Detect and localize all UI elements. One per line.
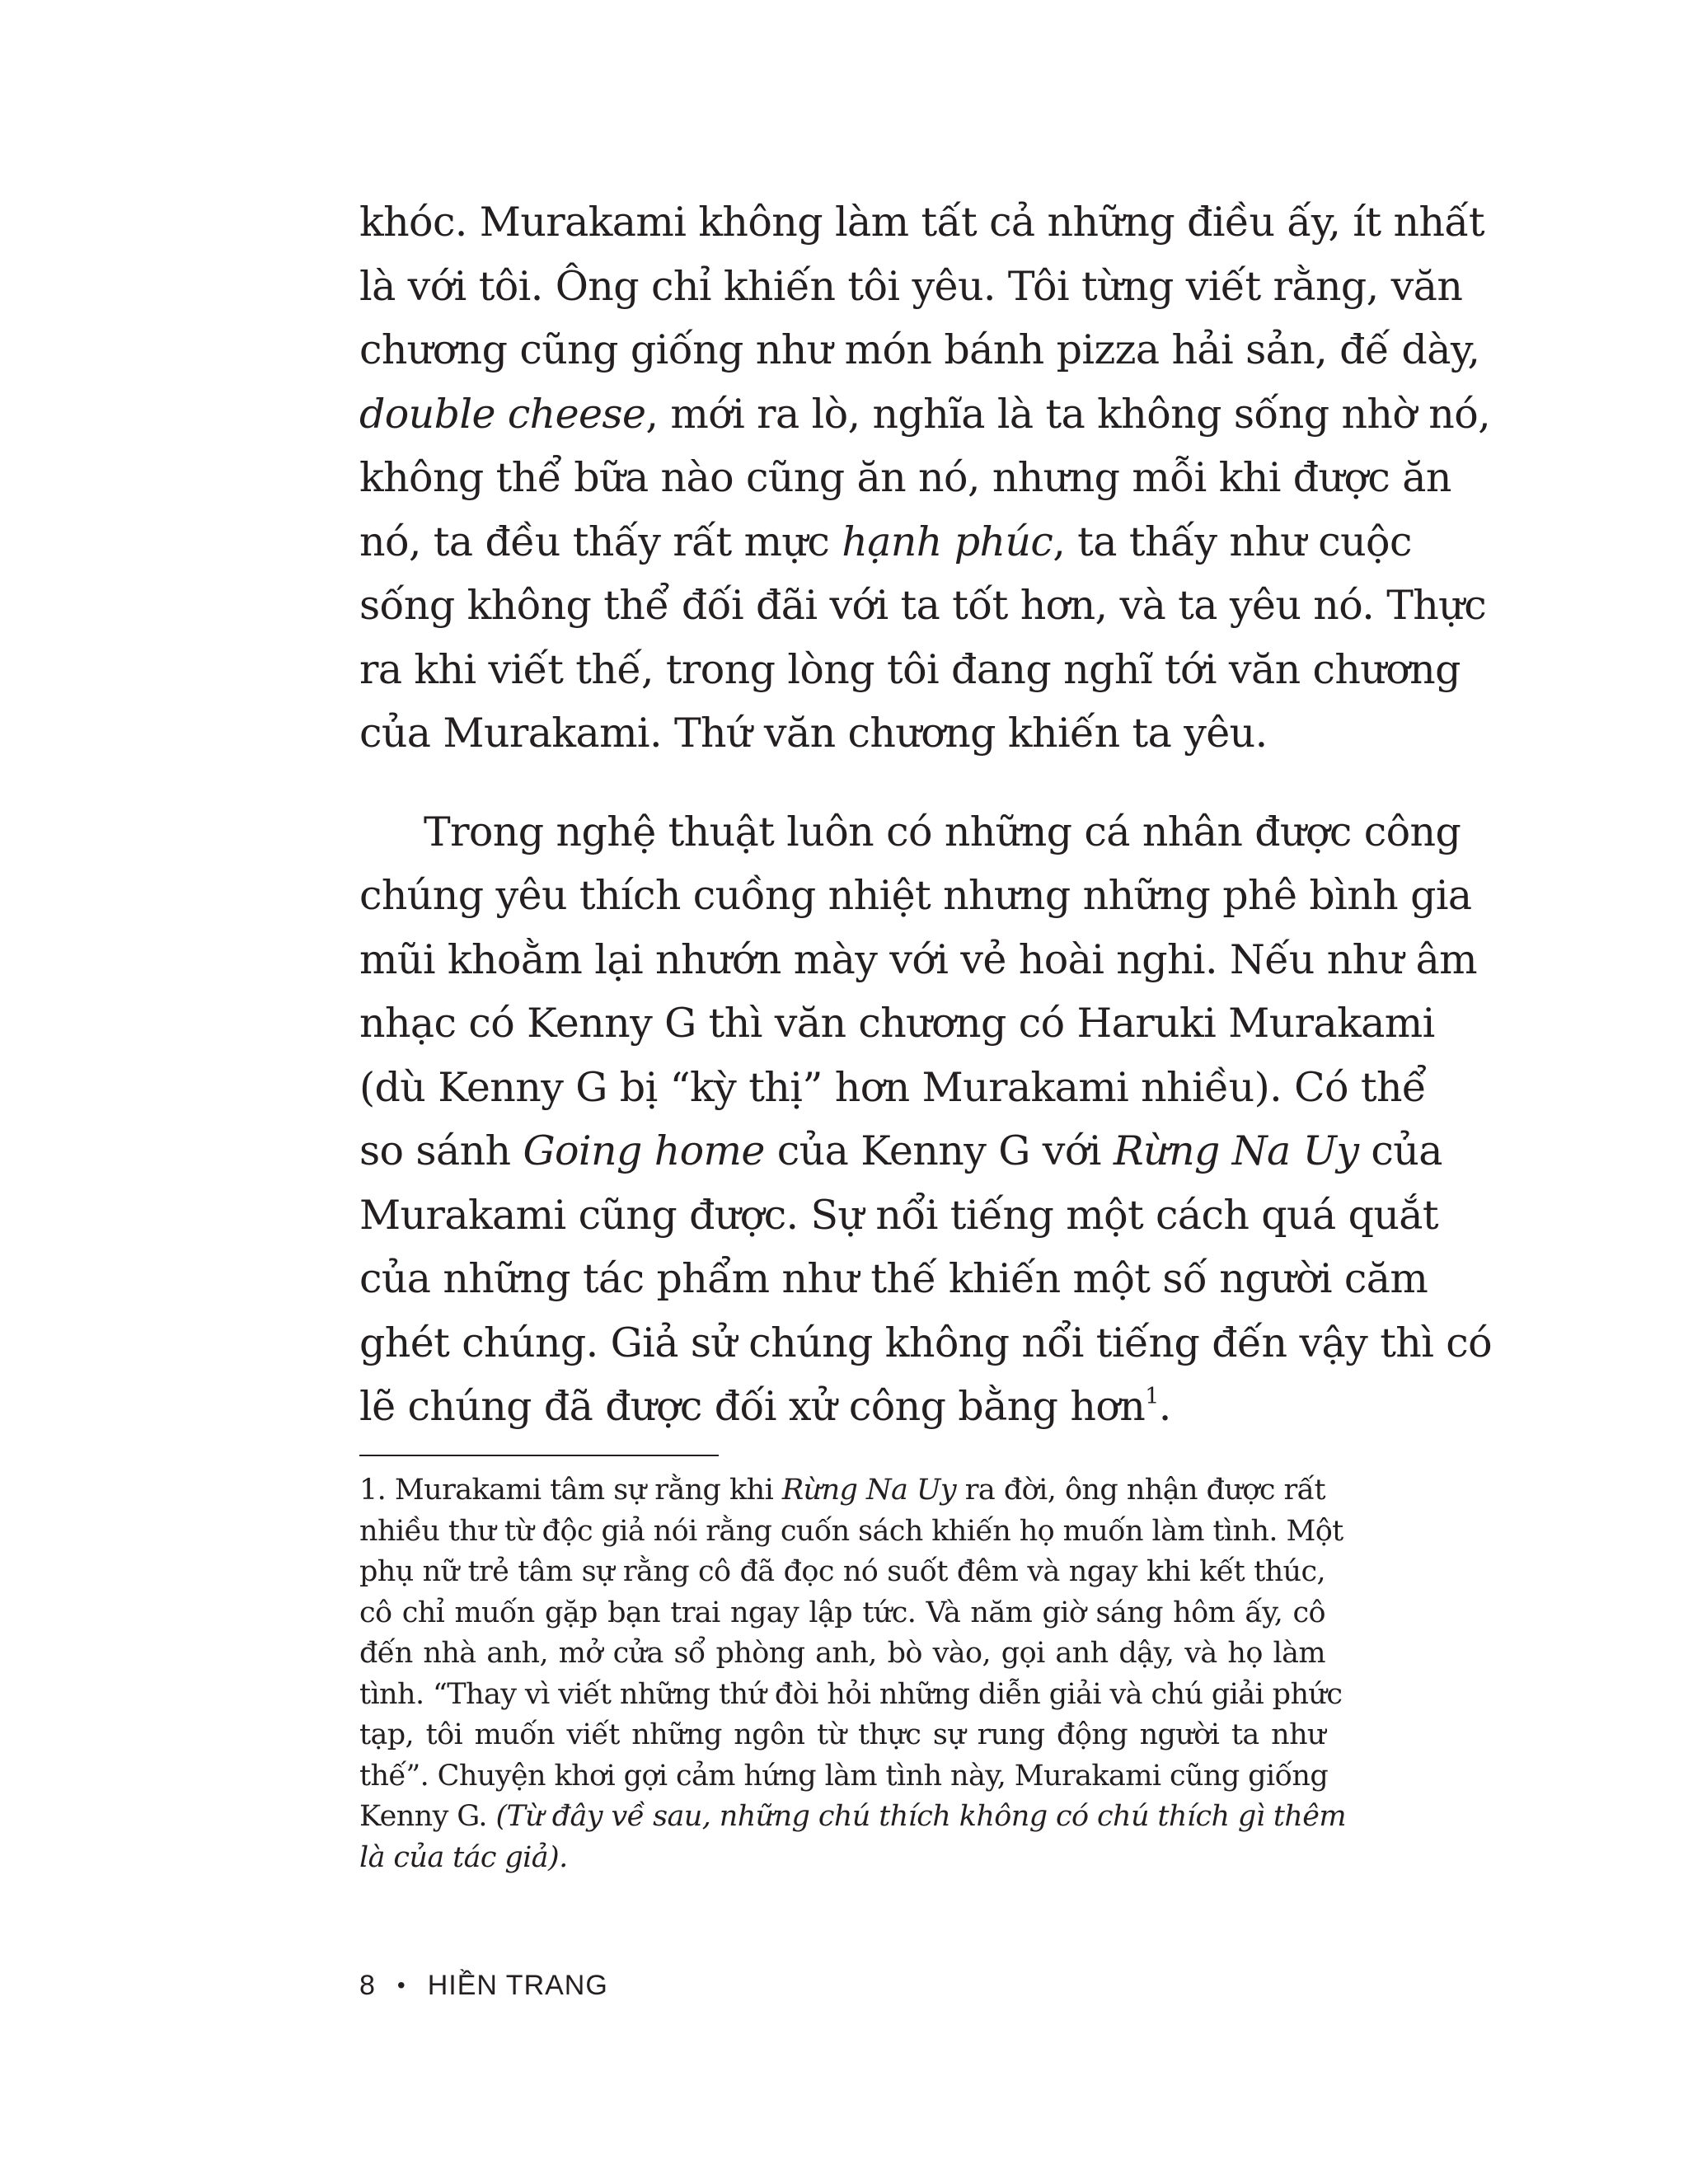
text-line: chương cũng giống như món bánh pizza hải sản, đế dày, [359, 326, 1480, 373]
footnote-line: nhiều thư từ độc giả nói rằng cuốn sách khiến họ muốn làm tình. Một [359, 1514, 1343, 1548]
text-line: chúng yêu thích cuồng nhiệt nhưng những phê bình gia [359, 872, 1472, 919]
footnote-line: phụ nữ trẻ tâm sự rằng cô đã đọc nó suốt đêm và ngay khi kết thúc, [359, 1555, 1325, 1588]
text-line: nhạc có Kenny G thì văn chương có Haruki Murakami [359, 1000, 1435, 1047]
text-run: , ta thấy như cuộc [1053, 518, 1412, 565]
italic-text: double cheese [359, 390, 646, 438]
footnote-line: đến nhà anh, mở cửa sổ phòng anh, bò vào, gọi anh dậy, và họ làm [359, 1637, 1325, 1670]
author-name: HIỀN TRANG [427, 1970, 608, 2001]
text-run: của Kenny G với [764, 1127, 1114, 1174]
text-run: Kenny G. [359, 1800, 496, 1833]
text-line: sống không thể đối đãi với ta tốt hơn, và ta yêu nó. Thực [359, 582, 1487, 629]
page-footer [359, 1969, 608, 2002]
italic-text: (Từ đây về sau, những chú thích không có chú thích gì thêm [495, 1800, 1346, 1833]
text-run: ra đời, ông nhận được rất [956, 1474, 1325, 1507]
footnote-line [359, 1470, 1325, 1511]
italic-text: Rừng Na Uy [1113, 1127, 1359, 1174]
text-line [359, 382, 1491, 447]
footnote-reference[interactable]: 1 [1145, 1383, 1159, 1409]
italic-text: là của tác giả). [359, 1840, 568, 1874]
text-run: so sánh [359, 1127, 523, 1174]
text-line [359, 510, 1412, 574]
text-line: không thể bữa nào cũng ăn nó, nhưng mỗi khi được ăn [359, 454, 1451, 501]
text-line: mũi khoằm lại nhướn mày với vẻ hoài nghi. Nếu như âm [359, 935, 1478, 983]
text-line: ra khi viết thế, trong lòng tôi đang nghĩ tới văn chương [359, 645, 1461, 693]
text-line [359, 1375, 1325, 1439]
footnote [359, 1470, 1346, 1878]
footnote-line: tình. “Thay vì viết những thứ đòi hỏi những diễn giải và chú giải phức [359, 1677, 1343, 1711]
italic-text: hạnh phúc [842, 518, 1053, 565]
text-line: là với tôi. Ông chỉ khiến tôi yêu. Tôi từng viết rằng, văn [359, 262, 1463, 310]
bullet-separator: • [396, 1972, 406, 1998]
italic-text: Going home [523, 1127, 765, 1174]
text-run: . [1158, 1383, 1171, 1430]
page-number: 8 [359, 1970, 376, 2001]
footnote-line [359, 1797, 1346, 1838]
text-line [359, 1119, 1442, 1183]
italic-text: Rừng Na Uy [781, 1474, 957, 1507]
text-line: ghét chúng. Giả sử chúng không nổi tiếng đến vậy thì có [359, 1319, 1493, 1366]
text-run: , mới ra lò, nghĩa là ta không sống nhờ nó, [645, 390, 1491, 438]
text-line: Murakami cũng được. Sự nổi tiếng một cách quá quắt [359, 1191, 1439, 1239]
text-run: của [1358, 1127, 1442, 1174]
body-text [359, 190, 1493, 1439]
text-run: lẽ chúng đã được đối xử công bằng hơn [359, 1383, 1146, 1430]
text-line: Trong nghệ thuật luôn có những cá nhân được công [424, 808, 1461, 855]
text-run: 1. Murakami tâm sự rằng khi [359, 1474, 782, 1507]
text-run: nó, ta đều thấy rất mực [359, 518, 842, 565]
text-line: của những tác phẩm như thế khiến một số người căm [359, 1255, 1428, 1302]
text-line: (dù Kenny G bị “kỳ thị” hơn Murakami nhiều). Có thể [359, 1063, 1427, 1111]
footnote-line [359, 1838, 1325, 1879]
footnote-line: thế”. Chuyện khơi gợi cảm hứng làm tình này, Murakami cũng giống [359, 1759, 1329, 1793]
text-line: của Murakami. Thứ văn chương khiến ta yêu. [359, 710, 1268, 757]
text-line: khóc. Murakami không làm tất cả những điều ấy, ít nhất [359, 199, 1484, 246]
paragraph-2 [359, 800, 1493, 1439]
footnote-separator [359, 1455, 719, 1456]
footnote-line: tạp, tôi muốn viết những ngôn từ thực sự rung động người ta như [359, 1718, 1325, 1751]
footnote-line: cô chỉ muốn gặp bạn trai ngay lập tức. Và năm giờ sáng hôm ấy, cô [359, 1596, 1325, 1629]
paragraph-1 [359, 190, 1491, 766]
